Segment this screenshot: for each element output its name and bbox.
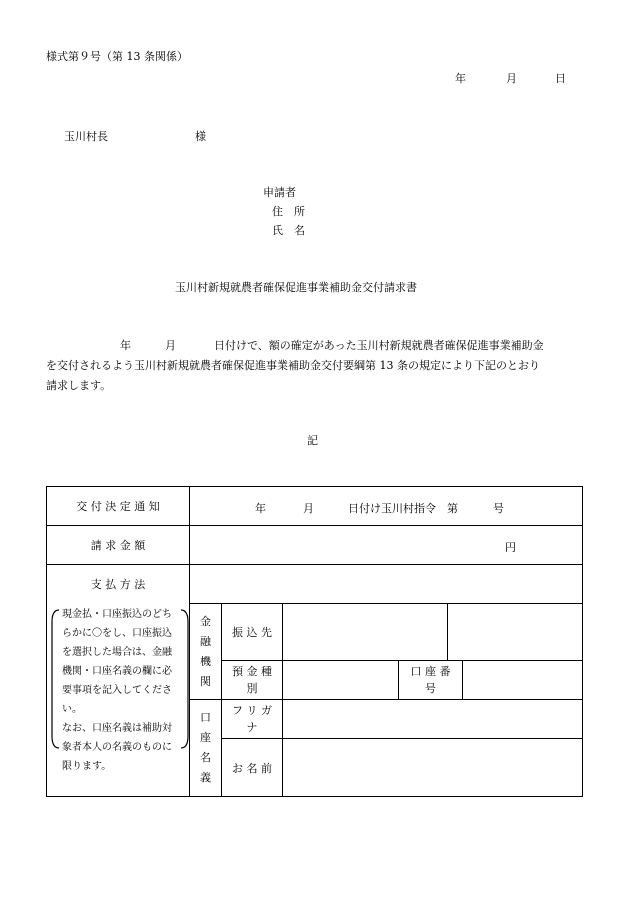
body-line-3: 請求します。 xyxy=(46,379,112,392)
holder-char: 口 xyxy=(200,711,211,724)
furigana-label xyxy=(222,700,282,738)
holder-char: 座 xyxy=(200,731,211,744)
note-line: 限ります。 xyxy=(62,761,112,772)
note-line: い。 xyxy=(62,704,82,715)
deposit-type-label-line: 預 金 種 xyxy=(232,665,272,678)
note-bracket-left xyxy=(52,610,59,748)
bank-label xyxy=(190,604,221,699)
applicant-label: 申請者 xyxy=(263,186,296,199)
account-number-label-line: 号 xyxy=(425,682,436,695)
holder-label xyxy=(190,700,221,796)
name-label: 氏 名 xyxy=(272,224,305,237)
date-day: 日 xyxy=(555,72,566,85)
notice-label: 交 付 決 定 通 知 xyxy=(76,500,160,513)
note-line: を選択した場合は、金融 xyxy=(62,647,172,658)
deposit-type-label-line: 別 xyxy=(246,682,258,695)
date-month: 月 xyxy=(506,72,517,85)
amount-label: 請 求 金 額 xyxy=(90,539,146,552)
branch-label: 振 込 先 xyxy=(232,626,272,639)
bank-char: 機 xyxy=(200,654,211,668)
furigana-label-line: フ リ ガ xyxy=(232,704,272,717)
payment-note xyxy=(62,605,182,776)
bank-char: 金 xyxy=(200,614,211,628)
form-number: 様式第９号（第 13 条関係） xyxy=(46,50,188,63)
address-label: 住 所 xyxy=(272,205,305,218)
body-line-1: 日付けで、額の確定があった玉川村新規就農者確保促進事業補助金 xyxy=(214,339,544,352)
amount-unit: 円 xyxy=(505,541,516,554)
ki-heading: 記 xyxy=(307,434,318,447)
note-line: なお、口座名義は補助対 xyxy=(62,723,172,734)
furigana-field[interactable] xyxy=(283,700,582,738)
bank-char: 関 xyxy=(200,674,211,688)
method-label: 支 払 方 法 xyxy=(90,578,146,591)
account-number-field[interactable] xyxy=(463,661,582,699)
account-number-label-line: 口 座 番 xyxy=(410,665,451,678)
deposit-type-field[interactable] xyxy=(283,661,398,699)
bank-char: 融 xyxy=(200,634,211,648)
note-line: らかに〇をし、口座振込 xyxy=(62,628,172,639)
note-bracket-right xyxy=(181,610,188,748)
note-line: 象者本人の名義のものに xyxy=(62,742,172,753)
holder-name-label: お 名 前 xyxy=(232,761,272,775)
furigana-label-line: ナ xyxy=(246,721,258,734)
notice-month: 月 xyxy=(303,502,314,515)
addressee-honorific: 様 xyxy=(195,130,206,143)
body-month: 月 xyxy=(165,339,176,352)
note-line: 現金払・口座振込のどち xyxy=(62,609,172,620)
holder-name-field[interactable] xyxy=(283,739,582,796)
deposit-type-label xyxy=(222,661,282,699)
holder-char: 義 xyxy=(200,771,211,784)
notice-year: 年 xyxy=(255,502,266,515)
notice-text: 日付け玉川村指令 第 xyxy=(348,502,458,515)
branch-field[interactable] xyxy=(283,604,447,660)
addressee-name: 玉川村長 xyxy=(64,130,108,143)
date-year: 年 xyxy=(455,72,466,85)
body-year: 年 xyxy=(120,339,131,352)
branch-field-2[interactable] xyxy=(448,604,582,660)
document-title: 玉川村新規就農者確保促進事業補助金交付請求書 xyxy=(175,281,417,294)
note-line: 機関・口座名義の欄に必 xyxy=(62,666,172,677)
notice-number: 号 xyxy=(493,502,504,515)
body-line-2: を交付されるよう玉川村新規就農者確保促進事業補助金交付要綱第 13 条の規定により下記のとおり xyxy=(46,359,540,372)
account-number-label xyxy=(399,661,462,699)
holder-char: 名 xyxy=(200,751,211,764)
note-line: 要事項を記入してくださ xyxy=(62,685,172,696)
